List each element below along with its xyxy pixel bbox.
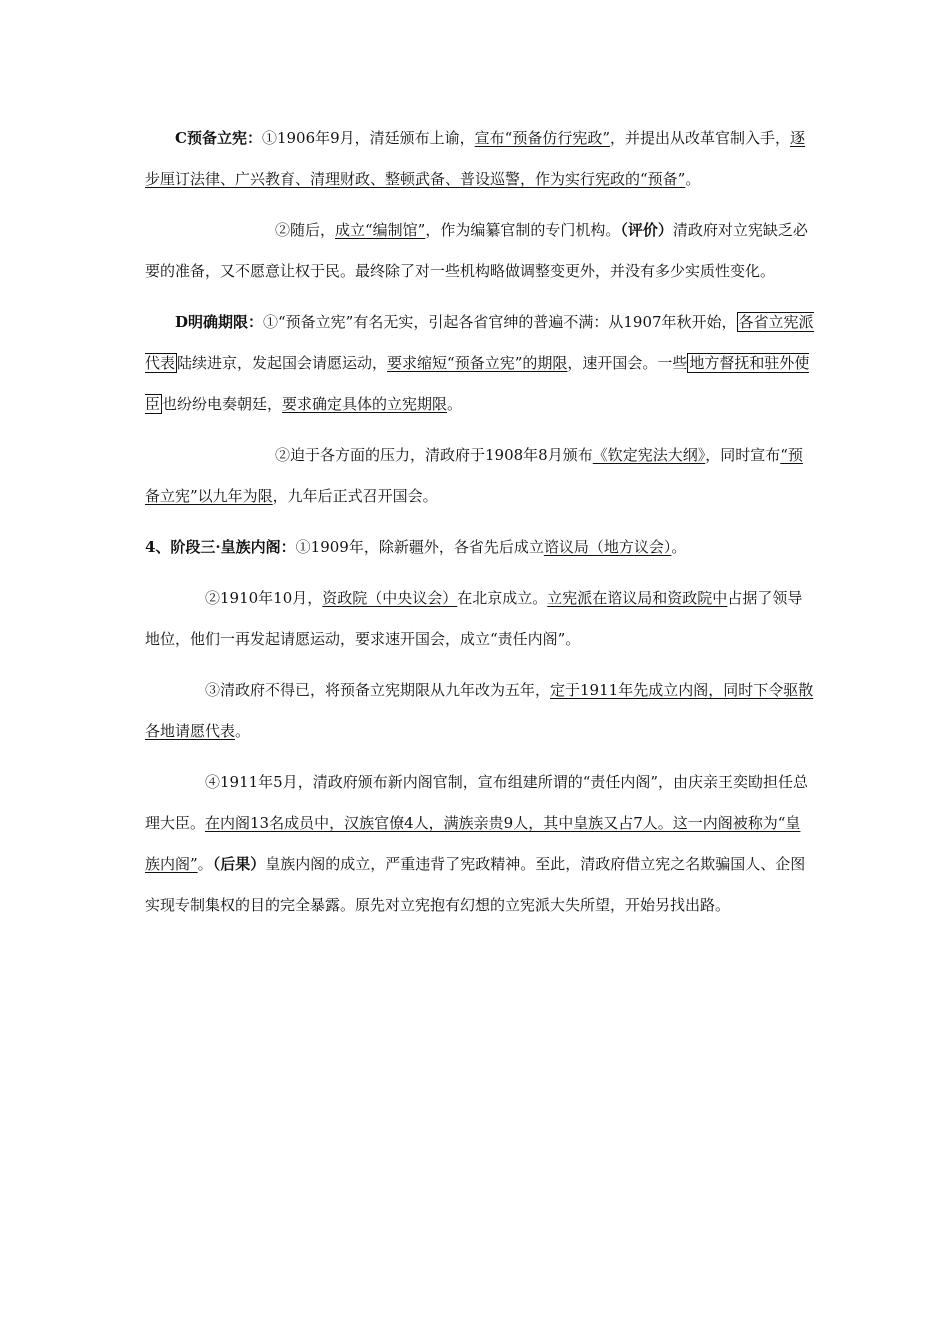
paragraph-stage-3-4 <box>145 762 815 926</box>
paragraph-stage-3-2 <box>145 578 815 660</box>
text-run: 。 <box>671 538 687 556</box>
text-run: ①1909年，除新疆外，各省先后成立 <box>295 538 544 556</box>
text-run: ③清政府不得已，将预备立宪期限从九年改为五年， <box>205 681 551 699</box>
underlined-text: 《钦定宪法大纲》 <box>592 446 706 464</box>
document-body <box>145 118 815 926</box>
text-run: 陆续进京，发起国会请愿运动， <box>177 354 388 372</box>
text-run: 也纷纷电奏朝廷， <box>162 395 283 413</box>
text-run: 。 <box>235 722 251 740</box>
text-run: ，同时宣布 <box>705 446 781 464</box>
boxed-text: 地方督抚和驻外使臣 <box>145 354 810 413</box>
text-run: 在北京成立。 <box>457 589 548 607</box>
text-run: 。 <box>685 170 701 188</box>
paragraph-d-clear-deadline <box>145 302 815 425</box>
paragraph-d-2 <box>145 435 815 517</box>
paragraph-c-preparatory-constitution <box>145 118 815 200</box>
text-run: ④1911年5月，清政府颁布新内阁官制，宣布组建所谓的“责任内阁”，由庆亲王奕劻担任总理大臣。 <box>145 773 809 832</box>
text-run: 皇族内阁的成立，严重违背了宪政精神。至此，清政府借立宪之名欺骗国人、企图实现专制集权的目的完全暴露。原先对立宪抱有幻想的立宪派大失所望，开始另找出路。 <box>145 855 806 914</box>
text-run: ②随后， <box>275 221 336 239</box>
text-run: ，并提出从改革官制入手， <box>610 129 791 147</box>
text-run: ②迫于各方面的压力，清政府于1908年8月颁布 <box>275 446 593 464</box>
underlined-text: 谘议局（地方议会） <box>543 538 672 556</box>
text-run: 。 <box>197 855 213 873</box>
underlined-text: 宣布“预备仿行宪政” <box>474 129 611 147</box>
underlined-text: 在内阁13名成员中，汉族官僚4人，满族亲贵9人，其中皇族又占7人。这一内阁被称为“皇族内阁” <box>145 814 801 873</box>
underlined-text: 资政院（中央议会） <box>322 589 458 607</box>
underlined-text: 要求确定具体的立宪期限 <box>282 395 448 413</box>
text-run: ，速开国会。一些 <box>567 354 688 372</box>
text-run: 清政府对立宪缺乏必要的准备，又不愿意让权于民。最终除了对一些机构略做调整变更外，并没有多少实质性变化。 <box>145 221 808 280</box>
consequence-tag: （后果） <box>212 855 266 873</box>
underlined-text: 逐步厘订法律、广兴教育、清理财政、整顿武备、普设巡警，作为实行宪政的“预备” <box>145 129 806 188</box>
underlined-text: 成立“编制馆” <box>335 221 426 239</box>
underlined-text: 要求缩短“预备立宪”的期限 <box>387 354 568 372</box>
paragraph-c-2 <box>145 210 815 292</box>
section-heading-4: 4、阶段三·皇族内阁： <box>145 538 296 556</box>
text-run: ，九年后正式召开国会。 <box>272 487 438 505</box>
text-run: ①1906年9月，清廷颁布上谕， <box>261 129 475 147</box>
text-run: 占据了领导地位，他们一再发起请愿运动，要求速开国会，成立“责任内阁”。 <box>145 589 803 648</box>
evaluation-tag: （评价） <box>620 221 673 239</box>
text-run: 。 <box>447 395 463 413</box>
text-run: ②1910年10月， <box>205 589 323 607</box>
text-run: ，作为编纂官制的专门机构。 <box>425 221 621 239</box>
underlined-text: 立宪派在谘议局和资政院中 <box>547 589 728 607</box>
boxed-text: 各省立宪派代表 <box>145 313 814 372</box>
paragraph-stage-3 <box>145 527 815 568</box>
underlined-text: 定于1911年先成立内阁，同时下令驱散各地请愿代表 <box>145 681 814 740</box>
paragraph-stage-3-3 <box>145 670 815 752</box>
section-heading-d: D明确期限： <box>175 313 264 331</box>
section-heading-c: C预备立宪： <box>175 129 262 147</box>
text-run: ①“预备立宪”有名无实，引起各省官绅的普遍不满：从1907年秋开始， <box>263 313 737 331</box>
underlined-text: “预备立宪”以九年为限 <box>145 446 803 505</box>
